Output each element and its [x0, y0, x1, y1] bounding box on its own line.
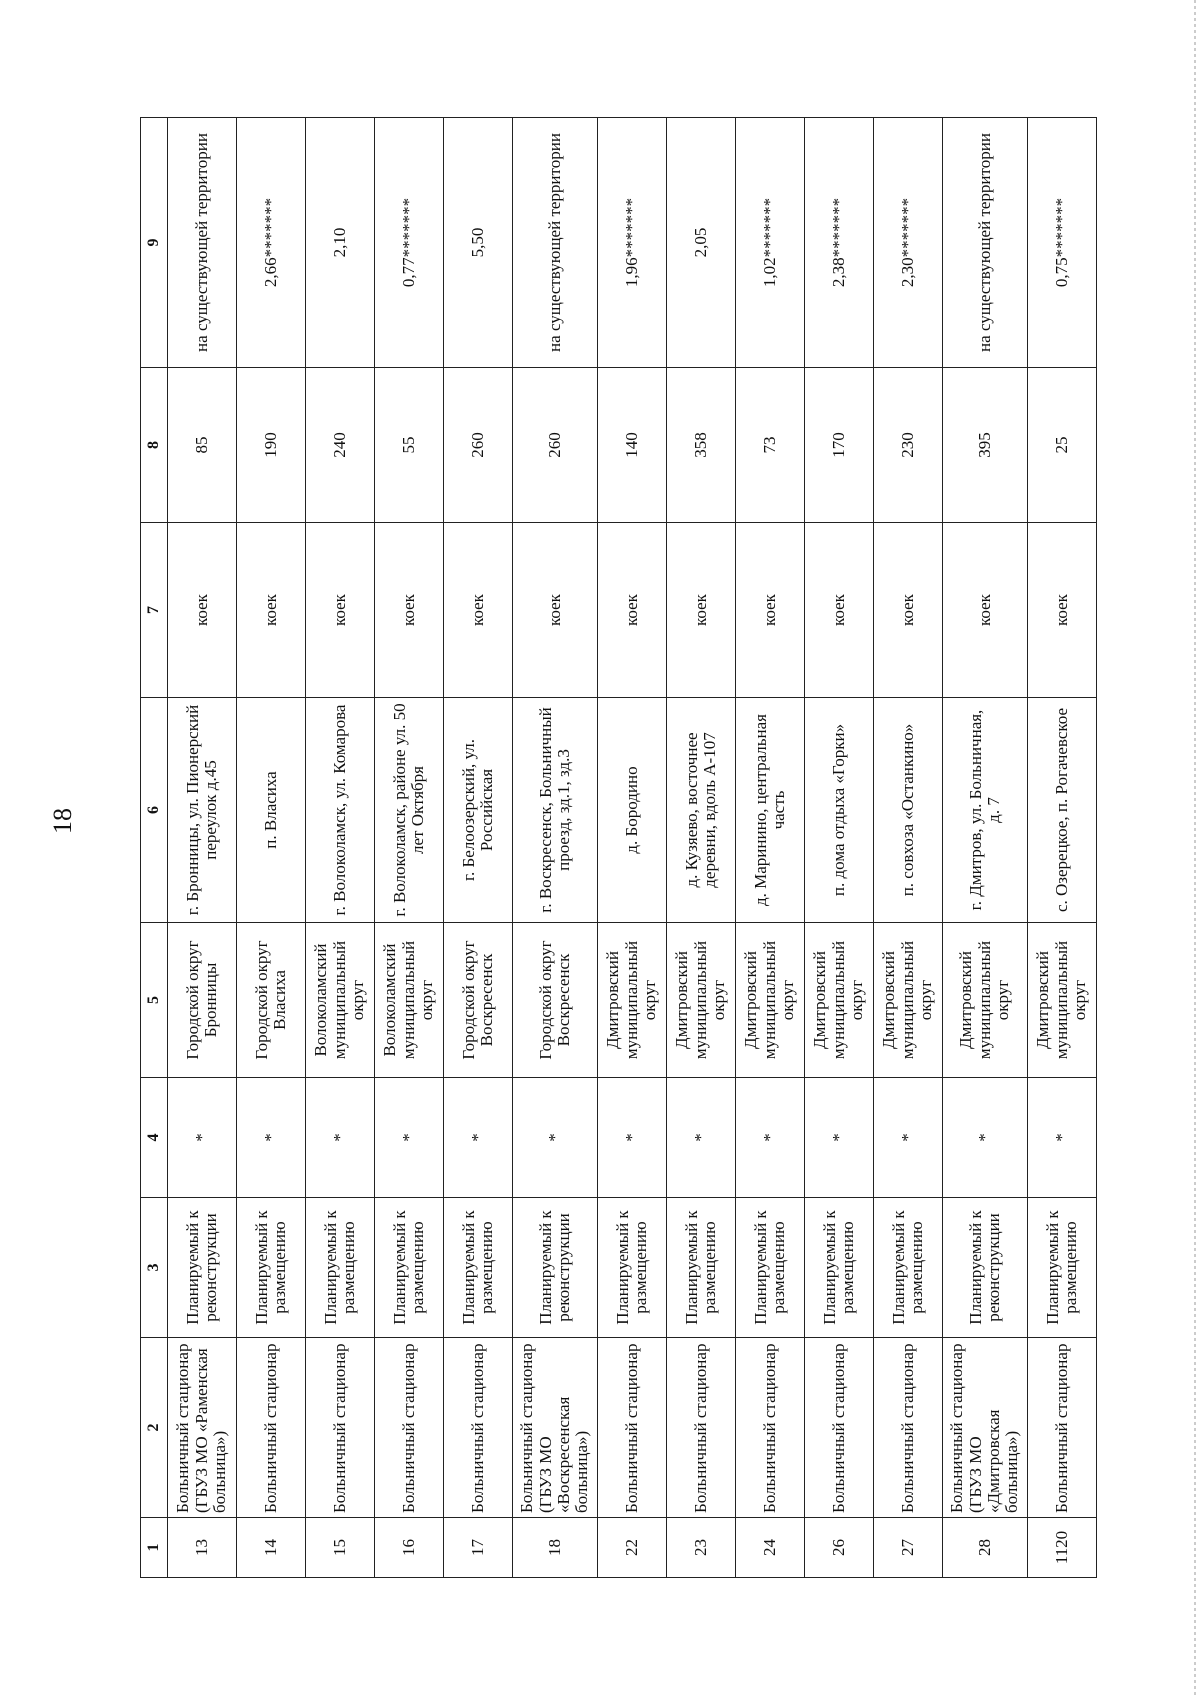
col-header-4: 4 — [141, 1078, 168, 1198]
cell-unit: коек — [513, 523, 598, 698]
cell-facility: Больничный стационар (ГБУЗ МО «Дмитровская больница») — [943, 1338, 1028, 1518]
cell-area: на существующей территории — [943, 118, 1028, 368]
cell-location: д. Бородино — [598, 698, 667, 923]
cell-number: 1120 — [1028, 1518, 1097, 1578]
cell-status: Планируемый к размещению — [874, 1198, 943, 1338]
cell-number: 13 — [168, 1518, 237, 1578]
cell-area: 2,10 — [306, 118, 375, 368]
cell-capacity: 240 — [306, 368, 375, 523]
col-header-7: 7 — [141, 523, 168, 698]
cell-mark: * — [667, 1078, 736, 1198]
cell-location: г. Волоколамск, районе ул. 50 лет Октября — [375, 698, 444, 923]
cell-unit: коек — [667, 523, 736, 698]
cell-status: Планируемый к размещению — [667, 1198, 736, 1338]
cell-capacity: 170 — [805, 368, 874, 523]
table-row — [598, 118, 667, 1578]
cell-location: п. Власиха — [237, 698, 306, 923]
cell-location: г. Волоколамск, ул. Комарова — [306, 698, 375, 923]
table-row — [513, 118, 598, 1578]
cell-facility: Больничный стационар — [237, 1338, 306, 1518]
cell-status: Планируемый к размещению — [237, 1198, 306, 1338]
cell-facility: Больничный стационар — [306, 1338, 375, 1518]
cell-area: 0,75******* — [1028, 118, 1097, 368]
cell-area: 0,77******* — [375, 118, 444, 368]
cell-facility: Больничный стационар (ГБУЗ МО «Воскресенская больница») — [513, 1338, 598, 1518]
cell-status: Планируемый к размещению — [805, 1198, 874, 1338]
cell-location: п. дома отдыха «Горки» — [805, 698, 874, 923]
cell-mark: * — [513, 1078, 598, 1198]
cell-district: Городской округ Власиха — [237, 923, 306, 1078]
cell-capacity: 190 — [237, 368, 306, 523]
facilities-table — [140, 117, 1097, 1578]
cell-mark: * — [375, 1078, 444, 1198]
cell-unit: коек — [168, 523, 237, 698]
table-row — [444, 118, 513, 1578]
cell-mark: * — [805, 1078, 874, 1198]
cell-status: Планируемый к размещению — [444, 1198, 513, 1338]
table-row — [667, 118, 736, 1578]
cell-district: Дмитровский муниципальный округ — [874, 923, 943, 1078]
cell-capacity: 230 — [874, 368, 943, 523]
cell-capacity: 358 — [667, 368, 736, 523]
cell-capacity: 73 — [736, 368, 805, 523]
cell-status: Планируемый к размещению — [736, 1198, 805, 1338]
col-header-3: 3 — [141, 1198, 168, 1338]
cell-area: 1,02******* — [736, 118, 805, 368]
cell-capacity: 395 — [943, 368, 1028, 523]
cell-unit: коек — [598, 523, 667, 698]
col-header-9: 9 — [141, 118, 168, 368]
cell-status: Планируемый к реконструкции — [513, 1198, 598, 1338]
cell-district: Дмитровский муниципальный округ — [598, 923, 667, 1078]
cell-unit: коек — [805, 523, 874, 698]
cell-area: 2,66******* — [237, 118, 306, 368]
cell-status: Планируемый к размещению — [598, 1198, 667, 1338]
cell-facility: Больничный стационар — [874, 1338, 943, 1518]
cell-status: Планируемый к размещению — [375, 1198, 444, 1338]
cell-unit: коек — [444, 523, 513, 698]
cell-number: 14 — [237, 1518, 306, 1578]
cell-mark: * — [306, 1078, 375, 1198]
table-row — [805, 118, 874, 1578]
cell-area: 2,30******* — [874, 118, 943, 368]
table-row — [736, 118, 805, 1578]
cell-status: Планируемый к размещению — [1028, 1198, 1097, 1338]
cell-number: 23 — [667, 1518, 736, 1578]
cell-unit: коек — [375, 523, 444, 698]
cell-facility: Больничный стационар — [598, 1338, 667, 1518]
cell-district: Городской округ Воскресенск — [513, 923, 598, 1078]
table-row — [237, 118, 306, 1578]
cell-facility: Больничный стационар — [805, 1338, 874, 1518]
cell-area: 5,50 — [444, 118, 513, 368]
cell-unit: коек — [237, 523, 306, 698]
cell-location: с. Озерецкое, п. Рогачевское — [1028, 698, 1097, 923]
cell-area: 1,96******* — [598, 118, 667, 368]
table-row — [168, 118, 237, 1578]
cell-area: 2,38******* — [805, 118, 874, 368]
cell-status: Планируемый к реконструкции — [168, 1198, 237, 1338]
cell-district: Городской округ Воскресенск — [444, 923, 513, 1078]
col-header-8: 8 — [141, 368, 168, 523]
cell-district: Волоколамский муниципальный округ — [375, 923, 444, 1078]
cell-capacity: 260 — [513, 368, 598, 523]
cell-district: Городской округ Бронницы — [168, 923, 237, 1078]
col-header-6: 6 — [141, 698, 168, 923]
cell-facility: Больничный стационар — [736, 1338, 805, 1518]
cell-mark: * — [1028, 1078, 1097, 1198]
cell-unit: коек — [943, 523, 1028, 698]
cell-district: Волоколамский муниципальный округ — [306, 923, 375, 1078]
cell-mark: * — [874, 1078, 943, 1198]
cell-location: г. Воскресенск, Больничный проезд, зд.1, зд.3 — [513, 698, 598, 923]
table-row — [874, 118, 943, 1578]
cell-number: 24 — [736, 1518, 805, 1578]
cell-district: Дмитровский муниципальный округ — [1028, 923, 1097, 1078]
cell-unit: коек — [1028, 523, 1097, 698]
cell-unit: коек — [736, 523, 805, 698]
cell-number: 28 — [943, 1518, 1028, 1578]
cell-capacity: 260 — [444, 368, 513, 523]
cell-capacity: 55 — [375, 368, 444, 523]
col-header-2: 2 — [141, 1338, 168, 1518]
cell-location: д. Маринино, центральная часть — [736, 698, 805, 923]
cell-mark: * — [736, 1078, 805, 1198]
cell-area: на существующей территории — [513, 118, 598, 368]
cell-facility: Больничный стационар — [444, 1338, 513, 1518]
cell-status: Планируемый к реконструкции — [943, 1198, 1028, 1338]
cell-capacity: 85 — [168, 368, 237, 523]
cell-district: Дмитровский муниципальный округ — [736, 923, 805, 1078]
cell-mark: * — [598, 1078, 667, 1198]
cell-number: 17 — [444, 1518, 513, 1578]
col-header-1: 1 — [141, 1518, 168, 1578]
cell-mark: * — [444, 1078, 513, 1198]
cell-facility: Больничный стационар — [667, 1338, 736, 1518]
table-row — [1028, 118, 1097, 1578]
table-row — [306, 118, 375, 1578]
cell-district: Дмитровский муниципальный округ — [805, 923, 874, 1078]
cell-facility: Больничный стационар (ГБУЗ МО «Раменская больница») — [168, 1338, 237, 1518]
cell-capacity: 140 — [598, 368, 667, 523]
cell-number: 22 — [598, 1518, 667, 1578]
cell-mark: * — [943, 1078, 1028, 1198]
col-header-5: 5 — [141, 923, 168, 1078]
cell-number: 26 — [805, 1518, 874, 1578]
cell-area: 2,05 — [667, 118, 736, 368]
cell-number: 15 — [306, 1518, 375, 1578]
header-row — [141, 118, 168, 1578]
table-row — [375, 118, 444, 1578]
scan-edge-divider — [1194, 0, 1196, 1697]
cell-unit: коек — [306, 523, 375, 698]
cell-district: Дмитровский муниципальный округ — [667, 923, 736, 1078]
table-row — [943, 118, 1028, 1578]
cell-location: г. Бронницы, ул. Пионерский переулок д.45 — [168, 698, 237, 923]
cell-facility: Больничный стационар — [375, 1338, 444, 1518]
cell-number: 16 — [375, 1518, 444, 1578]
cell-unit: коек — [874, 523, 943, 698]
cell-mark: * — [168, 1078, 237, 1198]
cell-number: 27 — [874, 1518, 943, 1578]
facilities-table-wrapper — [140, 118, 1090, 1578]
page-number: 18 — [48, 808, 77, 834]
cell-location: д. Кузяево, восточнее деревни, вдоль А-107 — [667, 698, 736, 923]
cell-location: г. Дмитров, ул. Больничная, д. 7 — [943, 698, 1028, 923]
cell-capacity: 25 — [1028, 368, 1097, 523]
cell-mark: * — [237, 1078, 306, 1198]
cell-area: на существующей территории — [168, 118, 237, 368]
cell-facility: Больничный стационар — [1028, 1338, 1097, 1518]
cell-location: п. совхоза «Останкино» — [874, 698, 943, 923]
cell-location: г. Белоозерский, ул. Российская — [444, 698, 513, 923]
cell-district: Дмитровский муниципальный округ — [943, 923, 1028, 1078]
cell-status: Планируемый к размещению — [306, 1198, 375, 1338]
cell-number: 18 — [513, 1518, 598, 1578]
